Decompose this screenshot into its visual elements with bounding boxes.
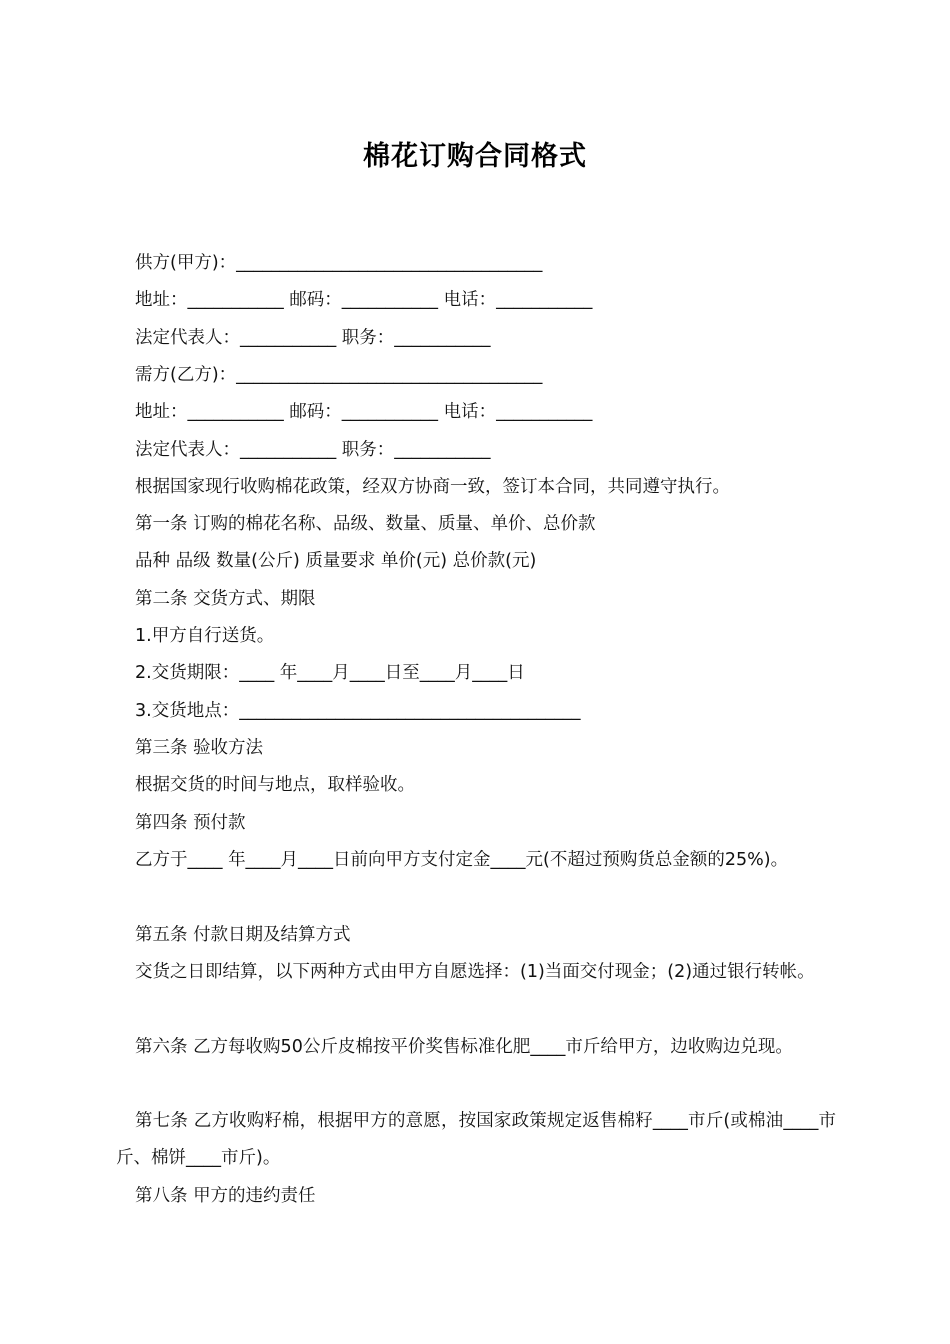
article-8-heading: 第八条 甲方的违约责任 — [135, 1186, 316, 1206]
delivery-place-item: 3.交货地点：_______________________________________ — [135, 701, 581, 721]
article-2-heading: 第二条 交货方式、期限 — [135, 589, 316, 609]
inspection-text: 根据交货的时间与地点，取样验收。 — [135, 775, 415, 795]
article-4-heading: 第四条 预付款 — [135, 813, 246, 833]
article-5-heading: 第五条 付款日期及结算方式 — [135, 925, 351, 945]
article-3-heading: 第三条 验收方法 — [135, 738, 264, 758]
buyer-representative-line: 法定代表人：___________ 职务：___________ — [135, 440, 491, 460]
product-table-header: 品种 品级 数量(公斤) 质量要求 单价(元) 总价款(元) — [135, 551, 537, 571]
document-title: 棉花订购合同格式 — [363, 141, 587, 172]
supplier-representative-line: 法定代表人：___________ 职务：___________ — [135, 328, 491, 348]
delivery-method-item: 1.甲方自行送货。 — [135, 626, 275, 646]
article-1-heading: 第一条 订购的棉花名称、品级、数量、质量、单价、总价款 — [135, 514, 596, 534]
preamble-text: 根据国家现行收购棉花政策，经双方协商一致，签订本合同，共同遵守执行。 — [135, 477, 730, 497]
article-6-paragraph: 第六条 乙方每收购50公斤皮棉按平价奖售标准化肥____市斤给甲方，边收购边兑现。 — [135, 1037, 793, 1057]
buyer-address-line: 地址：___________ 邮码：___________ 电话：___________ — [135, 402, 593, 422]
prepayment-paragraph: 乙方于____ 年____月____日前向甲方支付定金____元(不超过预购货总金额的25%)。 — [135, 850, 789, 870]
delivery-period-item: 2.交货期限：____ 年____月____日至____月____日 — [135, 663, 525, 683]
supplier-party-line: 供方(甲方)：___________________________________ — [135, 253, 543, 273]
settlement-paragraph: 交货之日即结算，以下两种方式由甲方自愿选择：(1)当面交付现金；(2)通过银行转帐。 — [135, 962, 815, 982]
supplier-address-line: 地址：___________ 邮码：___________ 电话：___________ — [135, 290, 593, 310]
article-7-paragraph: 第七条 乙方收购籽棉，根据甲方的意愿，按国家政策规定返售棉籽____市斤(或棉油____市斤、棉饼____市斤)。 — [116, 1111, 836, 1168]
buyer-party-line: 需方(乙方)：___________________________________ — [135, 365, 543, 385]
